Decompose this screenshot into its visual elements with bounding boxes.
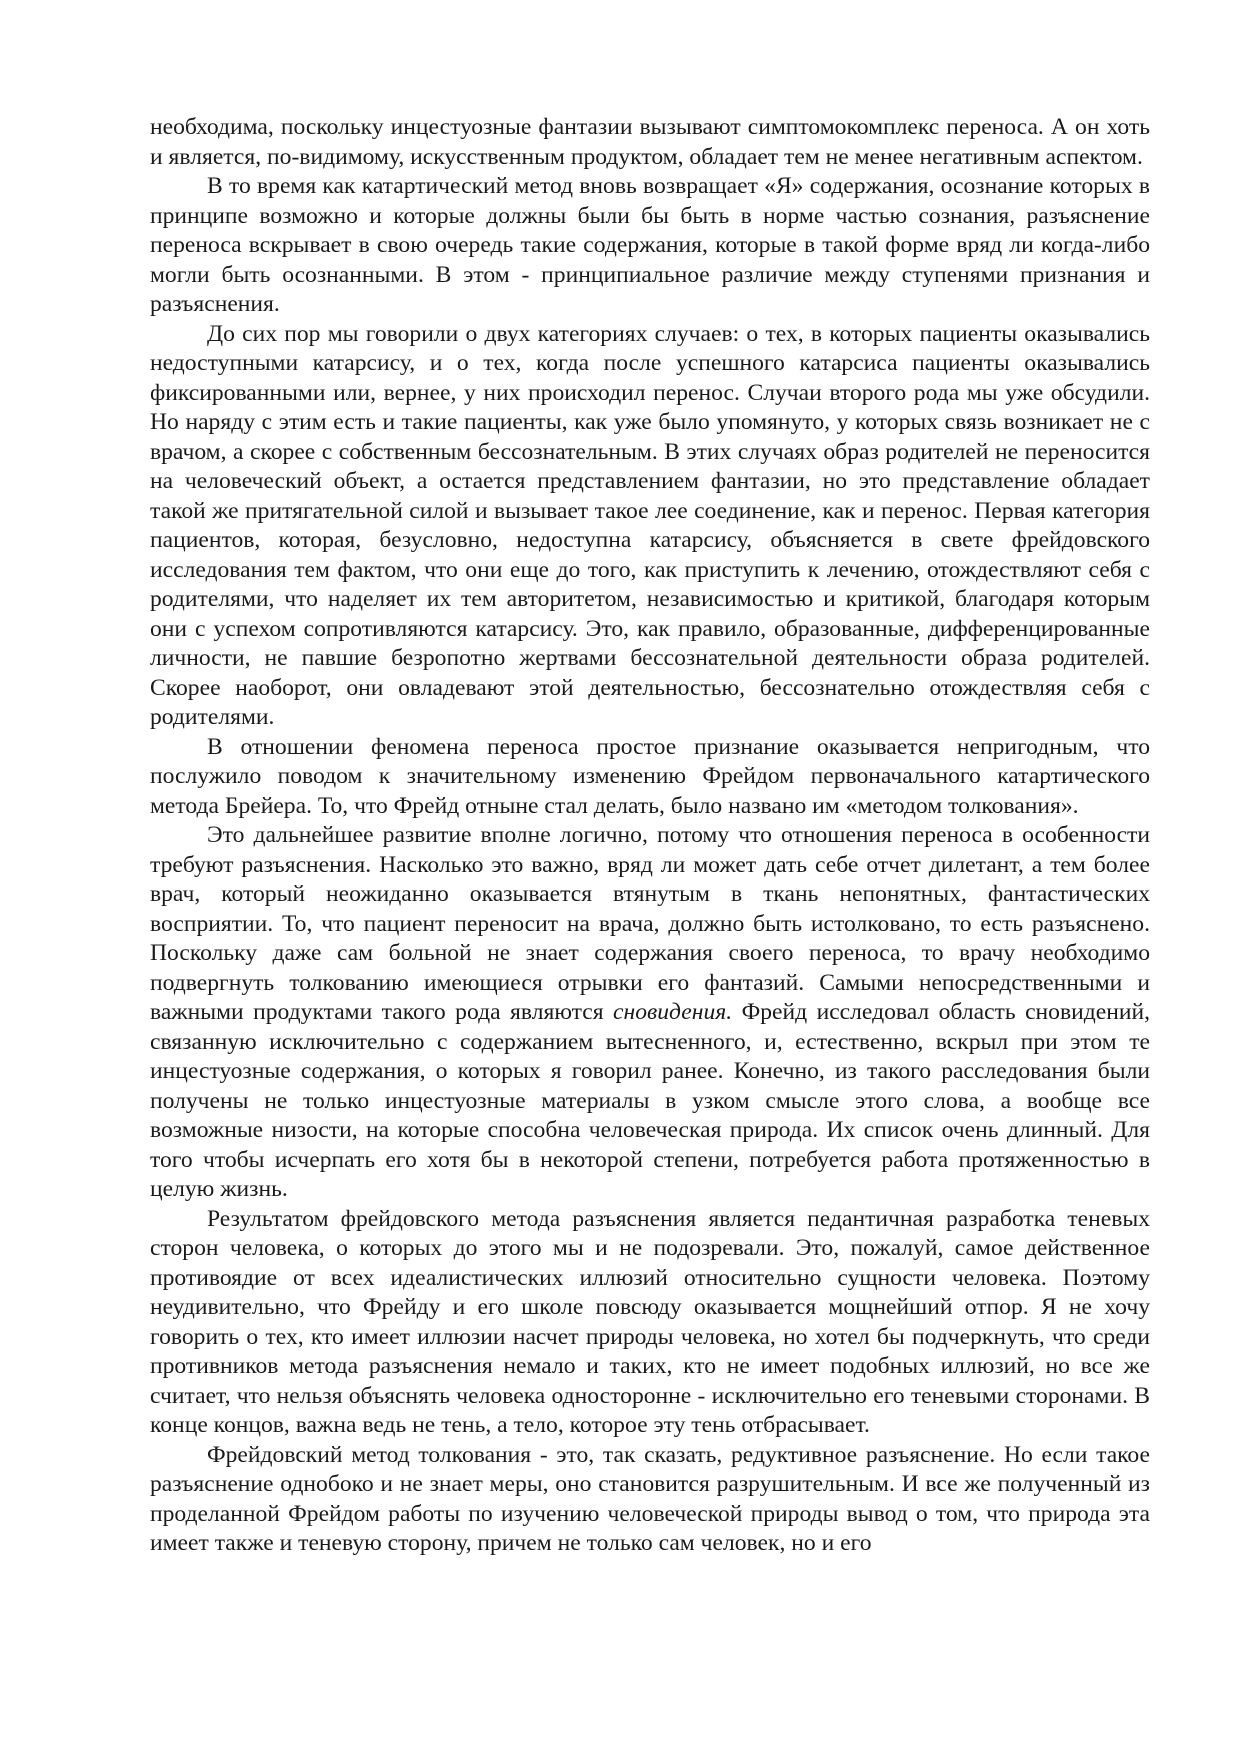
paragraph-7: Фрейдовский метод толкования - это, так сказать, редуктивное разъяснение. Но если такое разъяснение однобоко и не знает меры, оно становится разрушительным. И все же полученный из проделанной Фрейдом работы по изучению человеческой природы вывод о том, что природа эта имеет также и теневую сторону, причем не только сам человек, но и его <box>150 1441 1150 1556</box>
paragraph-5 <box>150 821 1150 1205</box>
paragraph-5-text-after: Фрейд исследовал область сновидений, связанную исключительно с содержанием вытесненного, и, естественно, вскрыл при этом те инцестуозные содержания, о которых я говорил ранее. Конечно, из такого расследования были получены не только инцестуозные материалы в узком смысле этого слова, а вообще все возможные низости, на которые способна человеческая природа. Их список очень длинный. Для того чтобы исчерпать его хотя бы в некоторой степени, потребуется работа протяженностью в целую жизнь. <box>150 999 1150 1202</box>
document-page <box>150 113 1150 1559</box>
paragraph-5-italic-term: сновидения. <box>613 999 733 1025</box>
paragraph-3: До сих пор мы говорили о двух категориях случаев: о тех, в которых пациенты оказывались недоступными катарсису, и о тех, когда после успешного катарсиса пациенты оказывались фиксированными или, вернее, у них происходил перенос. Случаи второго рода мы уже обсудили. Но наряду с этим есть и такие пациенты, как уже было упомянуто, у которых связь возникает не с врачом, а скорее с собственным бессознательным. В этих случаях образ родителей не переносится на человеческий объект, а остается представлением фантазии, но это представление обладает такой же притягательной силой и вызывает такое лее соединение, как и перенос. Первая категория пациентов, которая, безусловно, недоступна катарсису, объясняется в свете фрейдовского исследования тем фактом, что они еще до того, как приступить к лечению, отождествляют себя с родителями, что наделяет их тем авторитетом, независимостью и критикой, благодаря которым они с успехом сопротивляются катарсису. Это, как правило, образованные, дифференцированные личности, не павшие безропотно жертвами бессознательной деятельности образа родителей. Скорее наоборот, они овладевают этой деятельностью, бессознательно отождествляя себя с родителями. <box>150 320 1150 730</box>
paragraph-6: Результатом фрейдовского метода разъяснения является педантичная разработка теневых сторон человека, о которых до этого мы и не подозревали. Это, пожалуй, самое действенное противоядие от всех идеалистических иллюзий относительно сущности человека. Поэтому неудивительно, что Фрейду и его школе повсюду оказывается мощнейший отпор. Я не хочу говорить о тех, кто имеет иллюзии насчет природы человека, но хотел бы подчеркнуть, что среди противников метода разъяснения немало и таких, кто не имеет подобных иллюзий, но все же считает, что нельзя объяснять человека односторонне - исключительно его теневыми сторонами. В конце концов, важна ведь не тень, а тело, которое эту тень отбрасывает. <box>150 1205 1150 1438</box>
paragraph-5-text-before: Это дальнейшее развитие вполне логично, потому что отношения переноса в особенности требуют разъяснения. Насколько это важно, вряд ли может дать себе отчет дилетант, а тем более врач, который неожиданно оказывается втянутым в ткань непонятных, фантастических восприятии. То, что пациент переносит на врача, должно быть истолковано, то есть разъяснено. Поскольку даже сам больной не знает содержания своего переноса, то врачу необходимо подвергнуть толкованию имеющиеся отрывки его фантазий. Самыми непосредственными и важными продуктами такого рода являются <box>150 822 1150 1025</box>
paragraph-1: необходима, поскольку инцестуозные фантазии вызывают симптомокомплекс переноса. А он хоть и является, по-видимому, искусственным продуктом, обладает тем не менее негативным аспектом. <box>150 114 1150 170</box>
paragraph-2: В то время как катартический метод вновь возвращает «Я» содержания, осознание которых в принципе возможно и которые должны были бы быть в норме частью сознания, разъяснение переноса вскрывает в свою очередь такие содержания, которые в такой форме вряд ли когда-либо могли быть осознанными. В этом - принципиальное различие между ступенями признания и разъяснения. <box>150 173 1150 317</box>
paragraph-4: В отношении феномена переноса простое признание оказывается непригодным, что послужило поводом к значительному изменению Фрейдом первоначального катартического метода Брейера. То, что Фрейд отныне стал делать, было названо им «методом толкования». <box>150 733 1150 819</box>
